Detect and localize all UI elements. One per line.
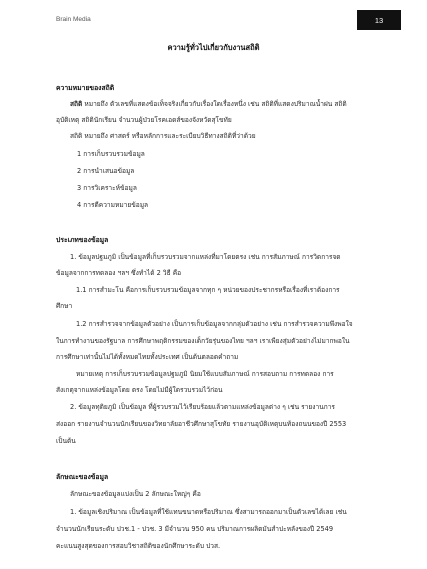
section-heading-data-types: ประเภทของข้อมูล bbox=[56, 236, 109, 244]
paragraph-line: อุบัติเหตุ สถิตินักเรียน จำนวนผู้ป่วยโรคเอดส์ของจังหวัดสุโขทัย bbox=[56, 116, 232, 124]
page-number-badge bbox=[357, 10, 401, 30]
paragraph-text: หมายถึง ตัวเลขที่แสดงข้อเท็จจริงเกี่ยวกับเรื่องใดเรื่องหนึ่ง เช่น สถิติที่แสดงปริมาณน้ำฝน สถิติ bbox=[82, 100, 347, 108]
paragraph-line: 1. ข้อมูลปฐมภูมิ เป็นข้อมูลที่เก็บรวบรวมจากแหล่งที่มาโดยตรง เช่น การสัมภาษณ์ การวิดการจด bbox=[70, 253, 341, 261]
paragraph-line: จำนวนนักเรียนระดับ ปวช.1 - ปวช. 3 มีจำนวน 950 คน ปริมาณการผลิตมันสำปะหลังของปี 2549 bbox=[56, 525, 334, 533]
paragraph-line: 1.2 การสำรวจจากข้อมูลตัวอย่าง เป็นการเก็บข้อมูลจากกลุ่มตัวอย่าง เช่น การสำรวจความพึงพอใจ bbox=[76, 320, 353, 328]
brand-name: Brain Media bbox=[56, 16, 91, 23]
paragraph-line: ศึกษา bbox=[56, 302, 73, 310]
page-number: 13 bbox=[374, 15, 384, 25]
paragraph-line: 1.1 การสำมะโน คือการเก็บรวบรวมข้อมูลจากทุก ๆ หน่วยของประชากรหรือเรื่องที่เราต้องการ bbox=[76, 286, 340, 294]
section-heading-data-characteristics: ลักษณะของข้อมูล bbox=[56, 473, 109, 481]
list-item: 1 การเก็บรวบรวมข้อมูล bbox=[77, 150, 145, 158]
list-item: 2 การนำเสนอข้อมูล bbox=[77, 167, 135, 175]
paragraph-line: สังเกตุจากแหล่งข้อมูลโดย ตรง โดยไม่มีผู้ใดรวบรวมไว้ก่อน bbox=[56, 386, 223, 394]
list-item: 4 การตีความหมายข้อมูล bbox=[77, 201, 149, 209]
section-heading-definition: ความหมายของสถิติ bbox=[56, 84, 115, 92]
paragraph-line: ในการทำงานของรัฐบาล การศึกษาพฤติกรรมของเด็กวัยรุ่นของไทย ฯลฯ เราเพียงสุ่มตัวอย่างไม่มากพอใน bbox=[56, 337, 350, 345]
paragraph-line: สถิติ หมายถึง ศาสตร์ หรือหลักการและระเบียบวิธีทางสถิติที่ว่าด้วย bbox=[70, 132, 256, 140]
paragraph-line: 2. ข้อมูลทุติยภูมิ เป็นข้อมูล ที่ผู้รวบรวมไว้เรียบร้อยแล้วตามแหล่งข้อมูลต่าง ๆ เช่น รายงานการ bbox=[70, 403, 335, 411]
paragraph-line: ข้อมูลจากการทดลอง ฯลฯ ซึ่งทำได้ 2 วิธี คือ bbox=[56, 269, 182, 277]
page-title: ความรู้ทั่วไปเกี่ยวกับงานสถิติ bbox=[167, 43, 260, 52]
paragraph-line: คะแนนสูงสุดของการสอบวิชาสถิติของนักศึกษาระดับ ปวส. bbox=[56, 542, 221, 550]
paragraph-line: ส่งออก รายงานจำนวนนักเรียนของวิทยาลัยอาชีวศึกษาสุโขทัย รายงานอุบัติเหตุบนท้องถนนของปี 2553 bbox=[56, 420, 347, 428]
list-item: 3 การวิเคราะห์ข้อมูล bbox=[77, 184, 137, 192]
paragraph-line: หมายเหตุ การเก็บรวบรวมข้อมูลปฐมภูมิ นิยมใช้แบบสัมภาษณ์ การสอบถาม การทดลอง การ bbox=[76, 370, 334, 378]
paragraph-line: การศึกษาเท่านั้นไม่ได้ทั้งหมดไทยทั้งประเทศ เป็นต้นตลอดคำถาม bbox=[56, 353, 239, 361]
paragraph-line: เป็นต้น bbox=[56, 437, 76, 445]
paragraph-line bbox=[70, 100, 347, 109]
term-bold: สถิติ bbox=[70, 100, 83, 108]
paragraph-line: 1. ข้อมูลเชิงปริมาณ เป็นข้อมูลที่ใช้แทนขนาดหรือปริมาณ ซึ่งสามารถออกมาเป็นตัวเลขได้เลย เช่น bbox=[70, 508, 347, 516]
paragraph-line: ลักษณะของข้อมูลแบ่งเป็น 2 ลักษณะใหญ่ๆ คือ bbox=[70, 490, 201, 498]
